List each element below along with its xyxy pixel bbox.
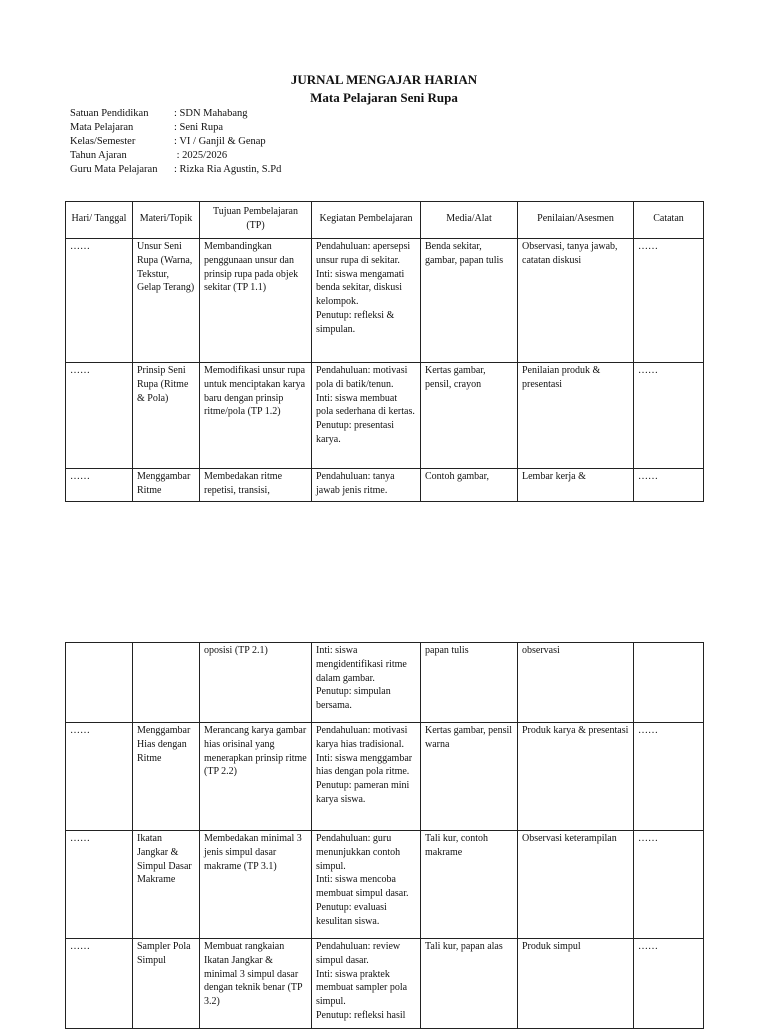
meta-value: : 2025/2026 — [174, 150, 228, 161]
meta-label: Kelas/Semester — [70, 136, 136, 147]
cell-text: Inti: siswa praktek membuat sampler pola simpul. — [316, 968, 408, 1008]
cell-penilaian — [518, 939, 634, 1029]
cell-text: Penutup: refleksi hasil — [316, 1009, 406, 1021]
cell-tujuan — [200, 939, 312, 1029]
cell-text: Inti: siswa mengamati benda sekitar, diskusi kelompok. — [316, 268, 405, 308]
cell-text: Menggambar Ritme — [137, 471, 191, 496]
header-row — [66, 202, 704, 239]
cell-kegiatan — [312, 939, 421, 1029]
meta-value: : Seni Rupa — [174, 122, 223, 133]
identity-block — [70, 107, 281, 177]
cell-text: Penutup: evaluasi kesulitan siswa. — [316, 901, 387, 927]
cell-text: Penutup: pameran mini karya siswa. — [316, 780, 410, 805]
column-header-penilaian: Penilaian/Asesmen — [518, 202, 634, 239]
cell-text: Kertas gambar, pensil, crayon — [425, 365, 486, 390]
cell-hari — [66, 939, 133, 1029]
cell-text: Sampler Pola Simpul — [137, 941, 191, 966]
cell-text: Menggambar Hias dengan Ritme — [137, 725, 191, 764]
cell-tujuan — [200, 363, 312, 469]
cell-text: Pendahuluan: apersepsi unsur rupa di sekitar. — [316, 241, 411, 266]
table-body — [66, 643, 704, 1029]
column-header-media: Media/Alat — [421, 202, 518, 239]
meta-row-school — [70, 107, 281, 121]
meta-value: : SDN Mahabang — [174, 108, 248, 119]
cell-text: Tali kur, papan alas — [425, 941, 503, 952]
cell-text: Inti: siswa mencoba membuat simpul dasar. — [316, 874, 409, 900]
cell-catatan — [634, 643, 704, 723]
cell-materi — [133, 239, 200, 363]
cell-kegiatan — [312, 723, 421, 831]
column-header-hari: Hari/ Tanggal — [66, 202, 133, 239]
table-row — [66, 239, 704, 363]
column-header-tujuan: Tujuan Pembelajaran (TP) — [200, 202, 312, 239]
cell-text: …… — [638, 471, 658, 482]
cell-catatan — [634, 469, 704, 502]
meta-value: : VI / Ganjil & Genap — [174, 136, 266, 147]
meta-row-subject — [70, 121, 281, 135]
cell-text: Kertas gambar, pensil warna — [425, 725, 513, 750]
cell-media — [421, 239, 518, 363]
cell-text: Unsur Seni Rupa (Warna, Tekstur, Gelap Terang) — [137, 241, 195, 294]
cell-text: …… — [70, 241, 90, 252]
cell-media — [421, 469, 518, 502]
cell-penilaian — [518, 831, 634, 939]
cell-text: Observasi, tanya jawab, catatan diskusi — [522, 241, 618, 266]
cell-text: Penutup: presentasi karya. — [316, 420, 395, 445]
meta-row-class — [70, 135, 281, 149]
cell-text: Membuat rangkaian Ikatan Jangkar & minimal 3 simpul dasar dengan teknik benar (TP 3.2) — [204, 941, 303, 1008]
cell-text: …… — [638, 365, 658, 376]
cell-penilaian — [518, 469, 634, 502]
cell-text: Membedakan ritme repetisi, transisi, — [204, 471, 283, 496]
cell-text: Memodifikasi unsur rupa untuk menciptakan karya baru dengan prinsip ritme/pola (TP 1.2) — [204, 365, 306, 418]
cell-tujuan — [200, 239, 312, 363]
document-subtitle: Mata Pelajaran Seni Rupa — [310, 90, 458, 105]
cell-text: Inti: siswa menggambar hias dengan pola ritme. — [316, 752, 413, 778]
cell-text: Penutup: refleksi & simpulan. — [316, 309, 395, 335]
cell-text: …… — [70, 725, 90, 736]
cell-text: …… — [638, 241, 658, 252]
cell-text: Lembar kerja & — [522, 471, 586, 482]
cell-materi — [133, 723, 200, 831]
cell-kegiatan — [312, 363, 421, 469]
cell-text: Membedakan minimal 3 jenis simpul dasar makrame (TP 3.1) — [204, 833, 302, 872]
column-header-materi: Materi/Topik — [133, 202, 200, 239]
column-header-catatan: Catatan — [634, 202, 704, 239]
cell-catatan — [634, 363, 704, 469]
cell-text: Merancang karya gambar hias orisinal yang menerapkan prinsip ritme (TP 2.2) — [204, 725, 307, 778]
cell-kegiatan — [312, 239, 421, 363]
cell-materi — [133, 643, 200, 723]
cell-text: …… — [638, 941, 658, 952]
cell-text: Benda sekitar, gambar, papan tulis — [425, 241, 504, 266]
table-row — [66, 831, 704, 939]
cell-penilaian — [518, 723, 634, 831]
cell-hari — [66, 363, 133, 469]
cell-text: …… — [638, 833, 658, 844]
cell-text: Tali kur, contoh makrame — [425, 833, 489, 858]
cell-text: Penutup: simpulan bersama. — [316, 686, 391, 712]
cell-materi — [133, 831, 200, 939]
meta-label: Satuan Pendidikan — [70, 108, 149, 119]
meta-label: Tahun Ajaran — [70, 150, 127, 161]
column-header-kegiatan: Kegiatan Pembelajaran — [312, 202, 421, 239]
cell-materi — [133, 363, 200, 469]
cell-hari — [66, 831, 133, 939]
cell-text: Contoh gambar, — [425, 471, 490, 482]
cell-text: Ikatan Jangkar & Simpul Dasar Makrame — [137, 833, 192, 886]
cell-hari — [66, 723, 133, 831]
cell-text: Membandingkan penggunaan unsur dan prinsip rupa pada objek sekitar (TP 1.1) — [204, 241, 299, 294]
cell-text: …… — [70, 471, 90, 482]
cell-text: Inti: siswa mengidentifikasi ritme dalam gambar. — [316, 645, 407, 684]
cell-catatan — [634, 831, 704, 939]
cell-media — [421, 363, 518, 469]
cell-tujuan — [200, 723, 312, 831]
cell-kegiatan — [312, 831, 421, 939]
cell-text: Prinsip Seni Rupa (Ritme & Pola) — [137, 365, 189, 404]
cell-tujuan — [200, 469, 312, 502]
cell-text: Pendahuluan: motivasi karya hias tradisional. — [316, 725, 408, 750]
cell-hari — [66, 469, 133, 502]
cell-media — [421, 831, 518, 939]
cell-penilaian — [518, 363, 634, 469]
cell-text: Pendahuluan: review simpul dasar. — [316, 941, 401, 966]
cell-catatan — [634, 939, 704, 1029]
cell-catatan — [634, 239, 704, 363]
cell-penilaian — [518, 643, 634, 723]
cell-text: Pendahuluan: guru menunjukkan contoh simpul. — [316, 833, 401, 872]
cell-text: Inti: siswa membuat pola sederhana di kertas. — [316, 392, 415, 418]
cell-text: …… — [638, 725, 658, 736]
cell-tujuan — [200, 643, 312, 723]
table-row — [66, 363, 704, 469]
cell-text: …… — [70, 833, 90, 844]
cell-materi — [133, 469, 200, 502]
cell-materi — [133, 939, 200, 1029]
cell-kegiatan — [312, 643, 421, 723]
cell-hari — [66, 239, 133, 363]
meta-row-year — [70, 149, 281, 163]
journal-table-part-2 — [65, 642, 704, 1029]
document-title: JURNAL MENGAJAR HARIAN — [290, 72, 478, 87]
cell-media — [421, 939, 518, 1029]
table-row — [66, 723, 704, 831]
cell-text: oposisi (TP 2.1) — [204, 645, 268, 656]
meta-row-teacher — [70, 163, 281, 177]
cell-text: observasi — [522, 645, 560, 656]
cell-text: Observasi keterampilan — [522, 833, 617, 844]
cell-text: papan tulis — [425, 645, 469, 656]
table-row — [66, 643, 704, 723]
cell-text: …… — [70, 941, 90, 952]
cell-tujuan — [200, 831, 312, 939]
cell-text: Pendahuluan: tanya jawab jenis ritme. — [316, 471, 395, 496]
meta-label: Mata Pelajaran — [70, 122, 134, 133]
table-body — [66, 239, 704, 502]
cell-text: Produk simpul — [522, 941, 581, 952]
cell-media — [421, 723, 518, 831]
cell-catatan — [634, 723, 704, 831]
cell-media — [421, 643, 518, 723]
cell-text: …… — [70, 365, 90, 376]
meta-value: : Rizka Ria Agustin, S.Pd — [174, 164, 282, 175]
cell-penilaian — [518, 239, 634, 363]
cell-text: Produk karya & presentasi — [522, 725, 629, 736]
table-row — [66, 939, 704, 1029]
cell-hari — [66, 643, 133, 723]
cell-text: Penilaian produk & presentasi — [522, 365, 601, 390]
meta-label: Guru Mata Pelajaran — [70, 164, 158, 175]
journal-table-part-1 — [65, 201, 704, 502]
cell-text: Pendahuluan: motivasi pola di batik/tenun. — [316, 365, 408, 390]
table-row — [66, 469, 704, 502]
cell-kegiatan — [312, 469, 421, 502]
